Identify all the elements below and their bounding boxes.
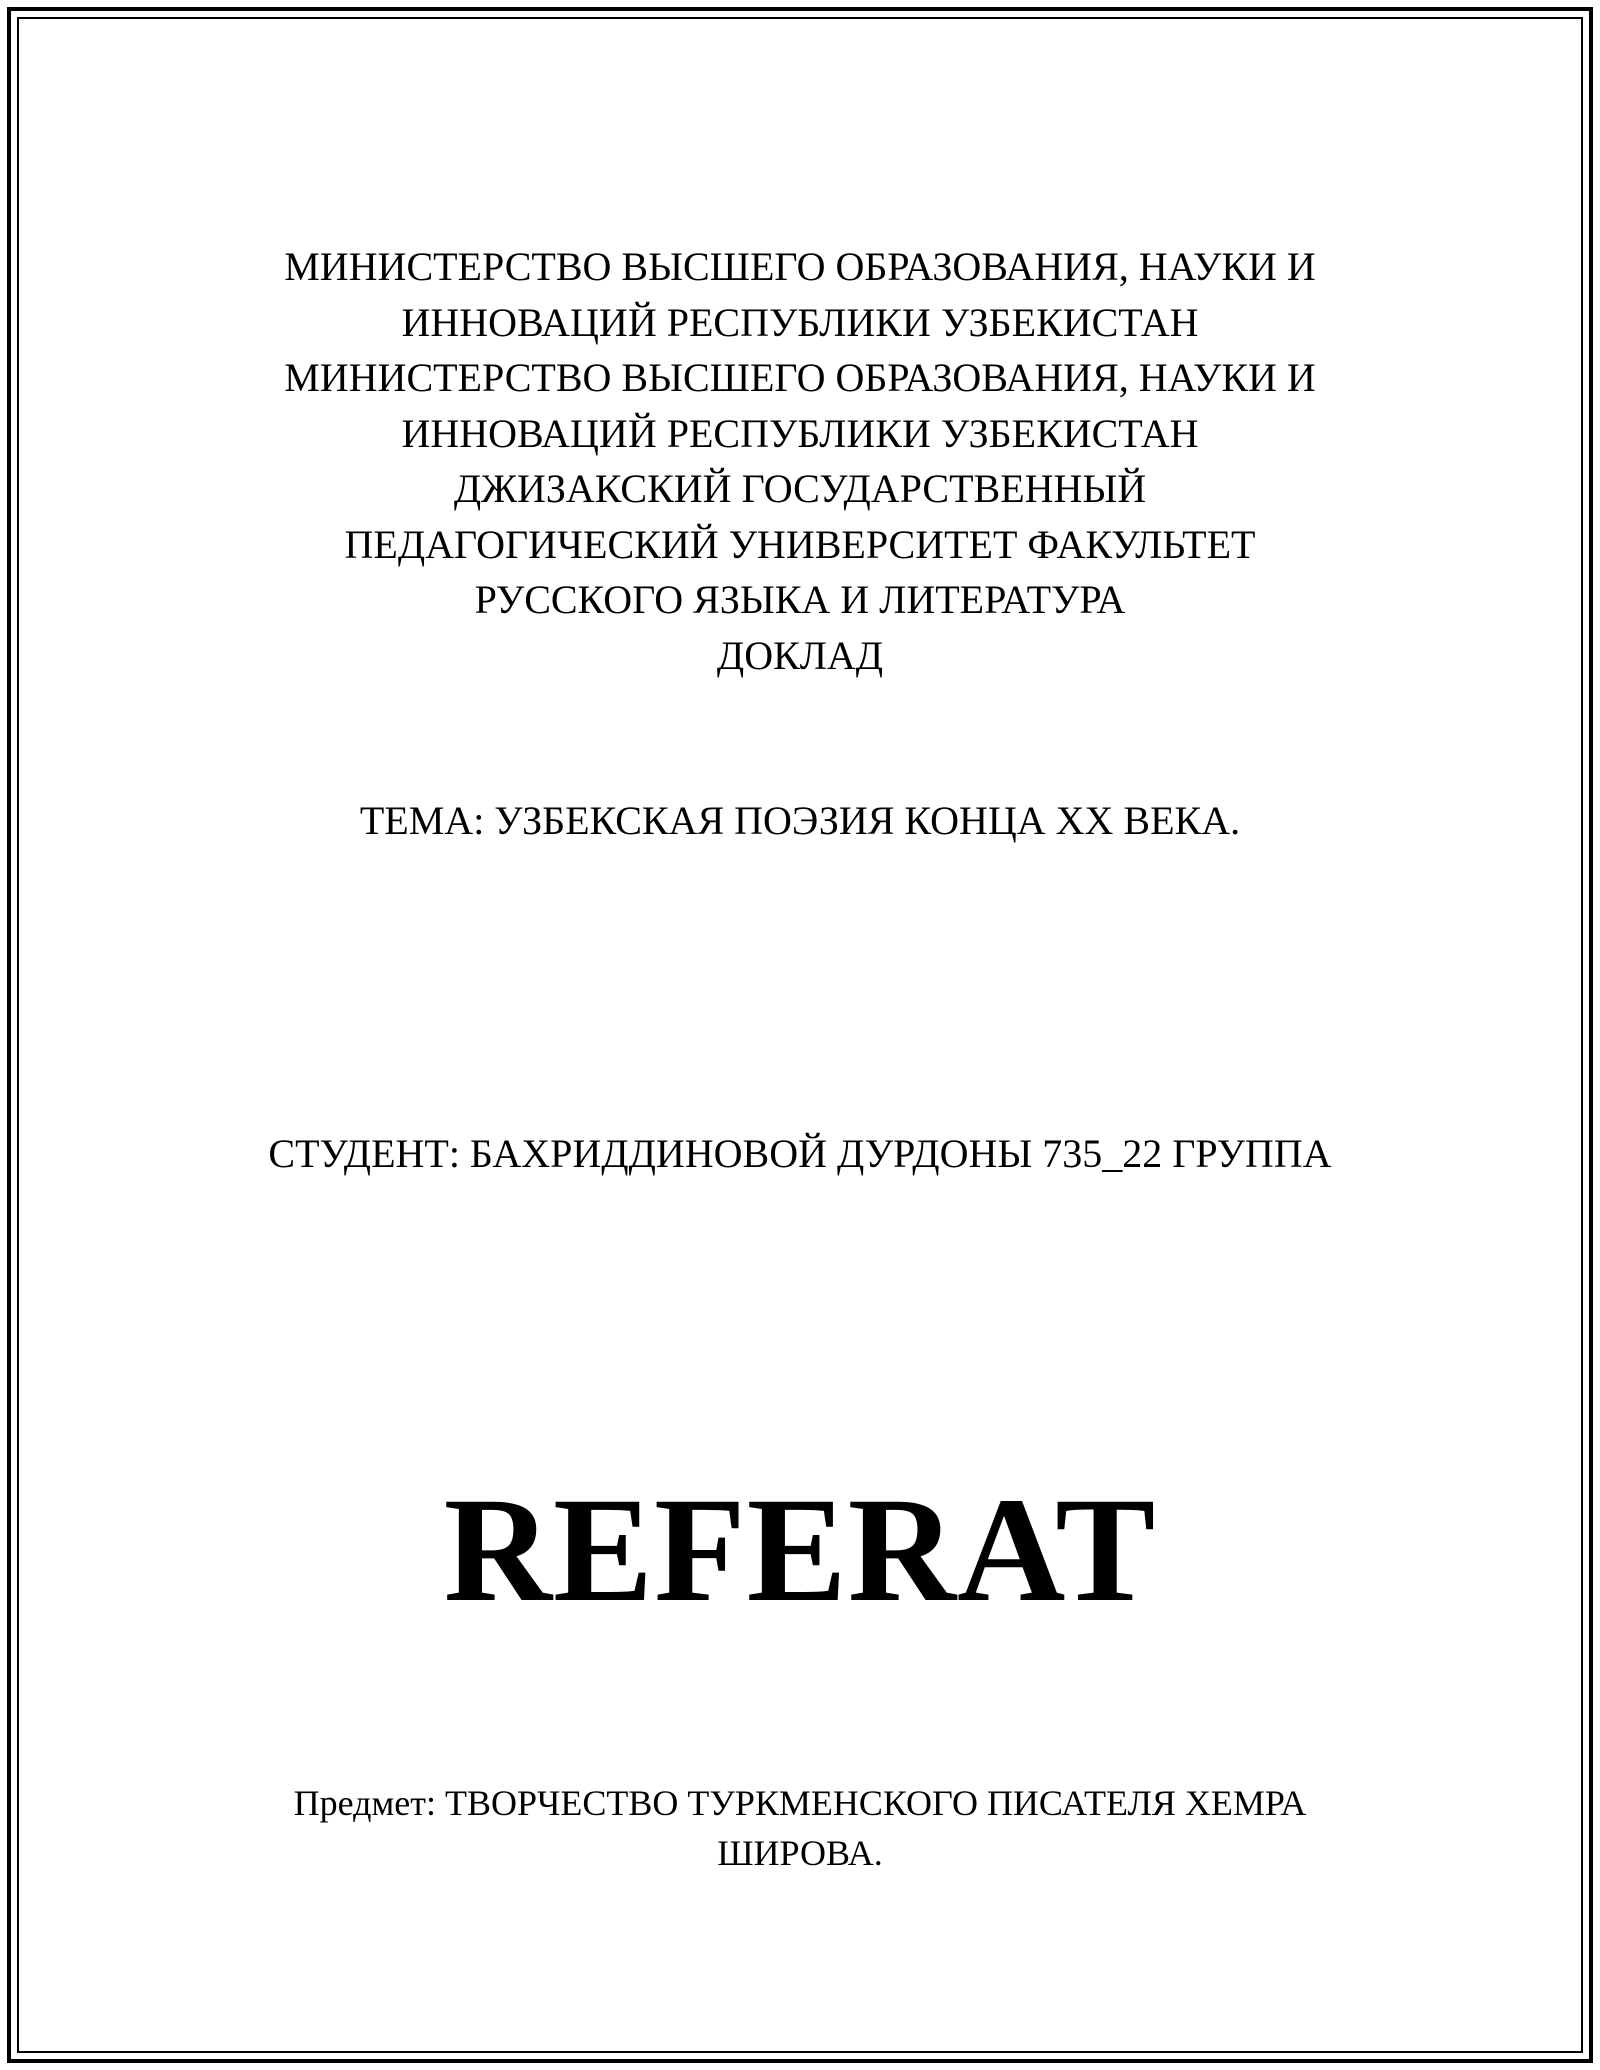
subject-line: ШИРОВА. [717, 1833, 883, 1873]
header-line: МИНИСТЕРСТВО ВЫСШЕГО ОБРАЗОВАНИЯ, НАУКИ И [284, 355, 1316, 400]
document-type: ДОКЛАД [716, 632, 884, 678]
header-line: МИНИСТЕРСТВО ВЫСШЕГО ОБРАЗОВАНИЯ, НАУКИ И [284, 244, 1316, 289]
subject-block [0, 1778, 1600, 1878]
topic-line: ТЕМА: УЗБЕКСКАЯ ПОЭЗИЯ КОНЦА XX ВЕКА. [359, 798, 1241, 843]
student-line: СТУДЕНТ: БАХРИДДИНОВОЙ ДУРДОНЫ 735_22 ГРУППА [268, 1131, 1332, 1176]
subject-line: Предмет: ТВОРЧЕСТВО ТУРКМЕНСКОГО ПИСАТЕЛЯ ХЕМРА [293, 1783, 1307, 1823]
header-line: ДЖИЗАКСКИЙ ГОСУДАРСТВЕННЫЙ [453, 466, 1147, 511]
header-line: ИННОВАЦИЙ РЕСПУБЛИКИ УЗБЕКИСТАН [401, 299, 1199, 345]
header-line: РУССКОГО ЯЗЫКА И ЛИТЕРАТУРА [474, 577, 1126, 622]
institution-header [0, 239, 1600, 683]
page-title: REFERAT [443, 1467, 1157, 1633]
header-line: ПЕДАГОГИЧЕСКИЙ УНИВЕРСИТЕТ ФАКУЛЬТЕТ [344, 521, 1256, 567]
header-line: ИННОВАЦИЙ РЕСПУБЛИКИ УЗБЕКИСТАН [401, 410, 1199, 456]
